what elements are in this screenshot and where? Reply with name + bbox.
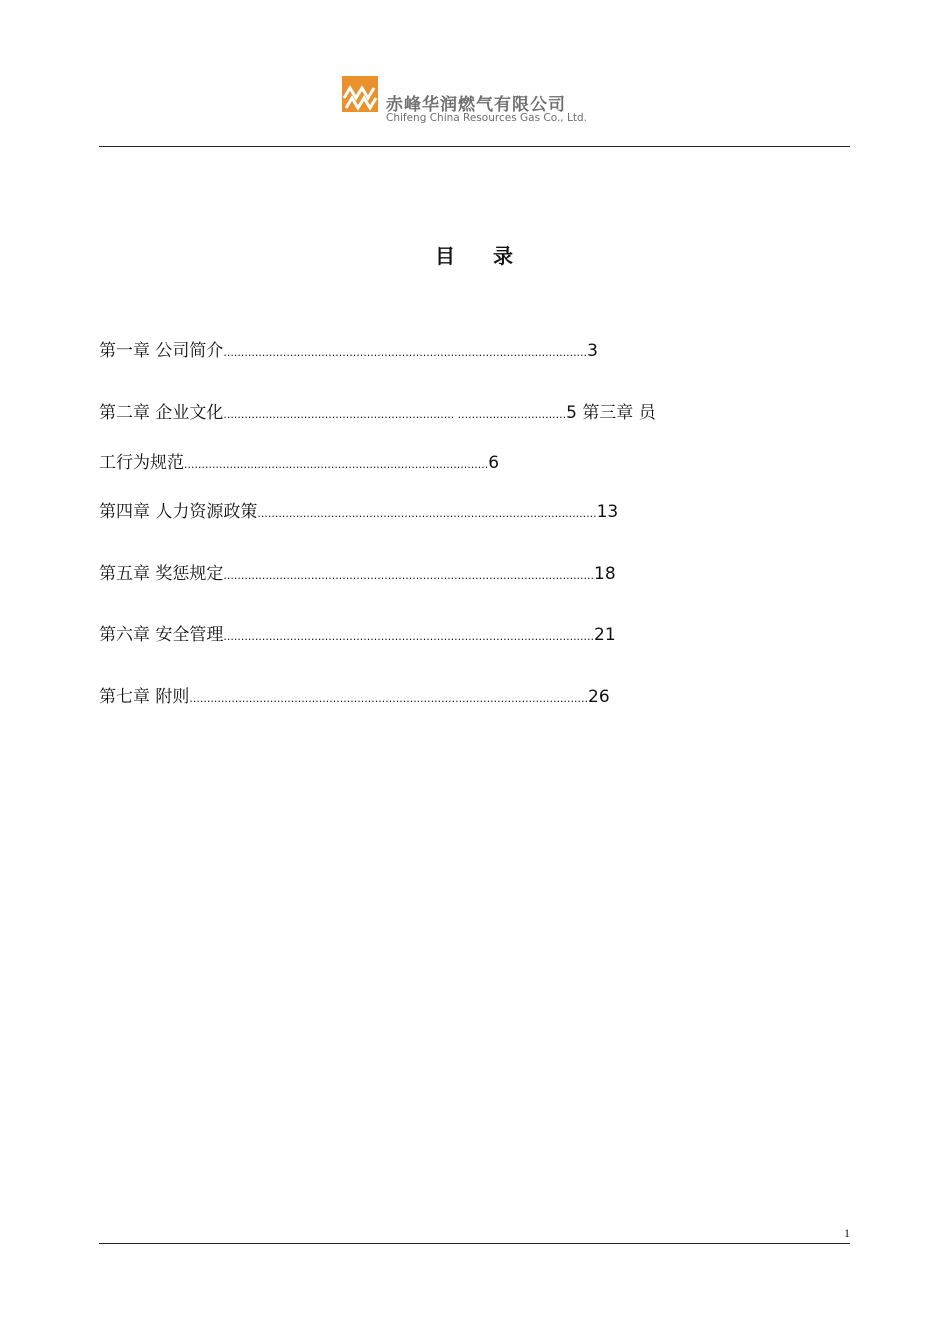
toc-entry-leader: .......................................................................................................... (223, 569, 595, 582)
toc-entry-page: 21 (594, 625, 616, 645)
toc-entry-leader: ....................................................................................... (184, 458, 489, 471)
footer-divider (99, 1243, 850, 1244)
toc-entry-page: 26 (588, 687, 610, 707)
toc-entry-leader: .......................................................................................................... (223, 630, 595, 643)
header-divider (99, 146, 850, 147)
toc-title-left: 目 (435, 244, 457, 268)
toc-entry-leader: .................................................................................................................. (189, 692, 589, 705)
toc-entry[interactable] (99, 686, 610, 710)
toc-title-right: 录 (493, 244, 515, 268)
toc-entry[interactable] (99, 340, 598, 364)
toc-entry-label: 第二章 企业文化 (99, 403, 224, 423)
toc-entry-leader: ........................................................................................................ (223, 346, 588, 359)
toc-entry-leader: .................................................................. ............................... (223, 408, 567, 421)
toc-entry-page: 13 (596, 502, 619, 522)
toc-entry-label: 第四章 人力资源政策 (99, 502, 258, 522)
toc-entry-page: 5 (566, 403, 577, 423)
page-number: 1 (844, 1226, 850, 1240)
toc-entry[interactable] (99, 452, 499, 476)
company-header (342, 76, 662, 128)
toc-entry[interactable] (99, 402, 656, 426)
toc-entry-continuation: 第三章 员 (582, 403, 656, 423)
toc-entry-label: 第六章 安全管理 (99, 625, 224, 645)
toc-entry[interactable] (99, 563, 616, 587)
toc-entry-label: 第五章 奖惩规定 (99, 564, 224, 584)
toc-title (0, 240, 950, 269)
toc-entry-leader: ................................................................................................. (257, 507, 597, 520)
company-name-cn: 赤峰华润燃气有限公司 (386, 95, 566, 115)
company-logo-icon (342, 76, 378, 112)
toc-entry-page: 18 (594, 564, 616, 584)
toc-entry-page: 6 (488, 453, 500, 473)
toc-entry[interactable] (99, 624, 616, 648)
toc-entry-label: 第七章 附则 (99, 687, 190, 707)
toc-entry-page: 3 (587, 341, 598, 361)
company-name-en: Chifeng China Resources Gas Co., Ltd. (386, 112, 587, 124)
toc-entry[interactable] (99, 501, 618, 525)
toc-entry-label: 第一章 公司简介 (99, 341, 224, 361)
toc-entry-label: 工行为规范 (99, 453, 184, 473)
